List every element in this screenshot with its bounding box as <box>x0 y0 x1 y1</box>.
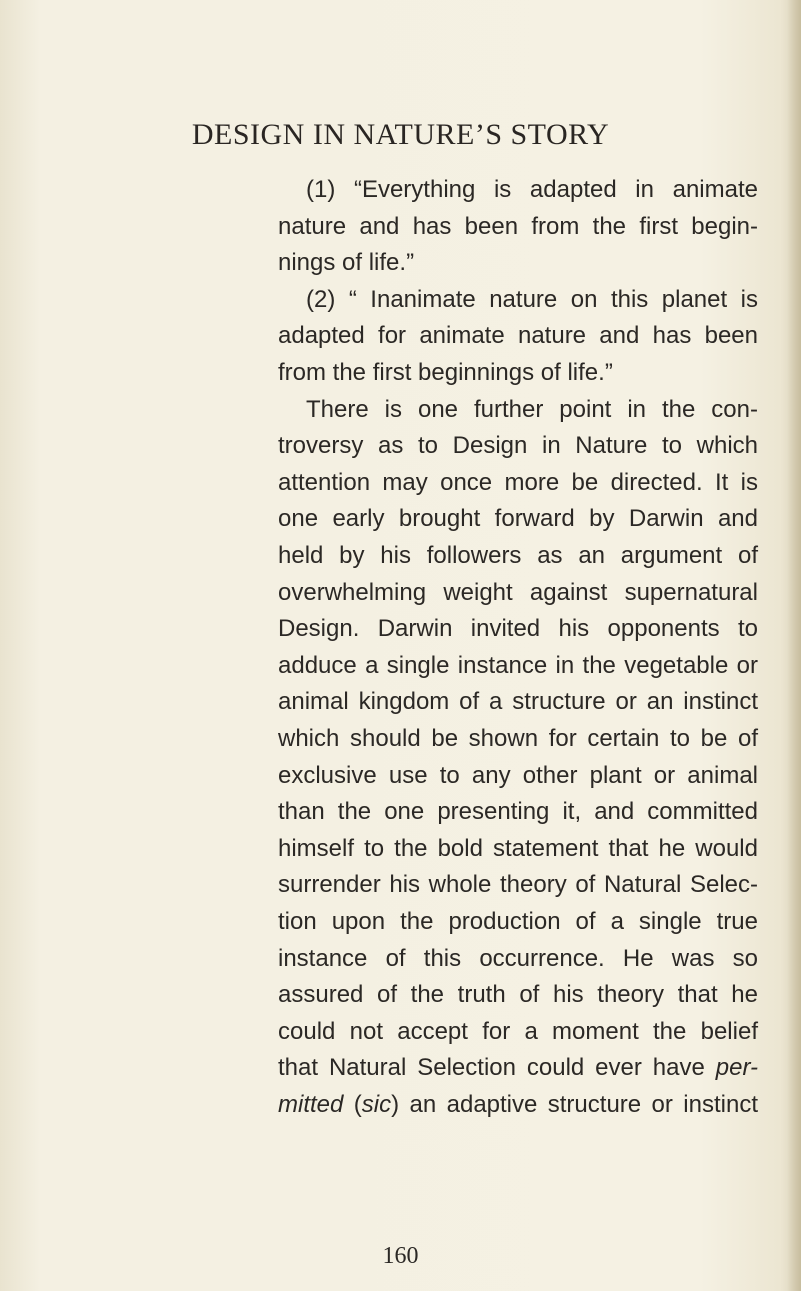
text-line: adduce a single instance in the vegetable or <box>278 651 758 679</box>
text-line: There is one further point in the con- <box>306 395 758 423</box>
text-line: troversy as to Design in Nature to which <box>278 432 758 460</box>
text-line: exclusive use to any other plant or animal <box>278 761 758 789</box>
text-line: nature and has been from the first begin- <box>278 212 758 240</box>
text-line: tion upon the production of a single true <box>278 908 758 935</box>
text-line: assured of the truth of his theory that he <box>278 981 758 1009</box>
text-line: nings of life.” <box>278 249 415 277</box>
running-head: DESIGN IN NATURE’S STORY <box>191 118 610 151</box>
text-line: himself to the bold statement that he would <box>278 834 758 862</box>
page-edge-shadow <box>787 0 801 1291</box>
text-line: (1) “Everything is adapted in animate <box>306 176 758 203</box>
text-line: overwhelming weight against supernatural <box>278 578 758 606</box>
text-line: Design. Darwin invited his opponents to <box>278 615 758 643</box>
text-line: surrender his whole theory of Natural Selec- <box>278 871 758 899</box>
text-line: mitted (sic) an adaptive structure or instinct <box>278 1091 758 1118</box>
text-line: instance of this occurrence. He was so <box>278 944 758 972</box>
text-line: than the one presenting it, and committed <box>278 798 758 826</box>
text-line: which should be shown for certain to be of <box>278 725 758 752</box>
text-line: from the first beginnings of life.” <box>278 359 613 386</box>
text-line: adapted for animate nature and has been <box>278 322 758 350</box>
text-line: one early brought forward by Darwin and <box>278 505 758 533</box>
text-line: that Natural Selection could ever have per- <box>278 1054 758 1082</box>
text-line: held by his followers as an argument of <box>278 542 758 569</box>
page-number: 160 <box>382 1243 419 1269</box>
text-line: attention may once more be directed. It is <box>278 468 758 496</box>
text-line: animal kingdom of a structure or an instinct <box>278 688 758 716</box>
text-line: (2) “ Inanimate nature on this planet is <box>306 285 758 313</box>
text-line: could not accept for a moment the belief <box>278 1017 758 1045</box>
